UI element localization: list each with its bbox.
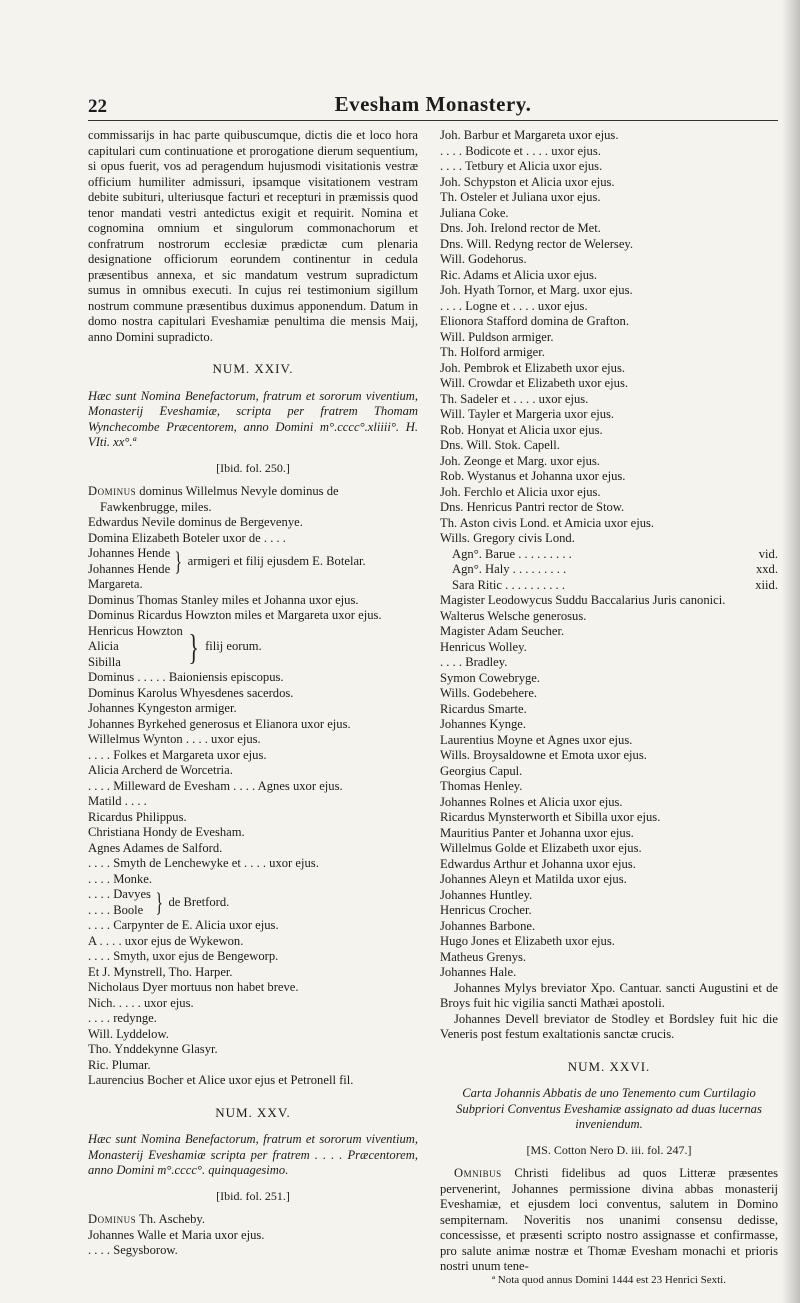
list-item: Dominus Thomas Stanley miles et Johanna uxor ejus. [88, 592, 359, 607]
list-item [88, 484, 418, 515]
list-item: Henricus Howzton [88, 623, 183, 638]
list-item: Will. Godehorus. [440, 252, 527, 266]
list-item: Joh. Pembrok et Elizabeth uxor ejus. [440, 360, 626, 375]
list-item: Juliana Coke. [440, 205, 509, 220]
list-item: Joh. Ferchlo et Alicia uxor ejus. [440, 484, 601, 499]
lead-word: Dominus [88, 1212, 137, 1226]
list-item: Johannes Walle et Maria uxor ejus. [88, 1227, 265, 1242]
amount-row [440, 547, 778, 563]
list-item: Laurentius Moyne et Agnes uxor ejus. [440, 732, 633, 747]
list-item: Johannes Kyngeston armiger. [88, 701, 237, 715]
list-item: Agnes Adames de Salford. [88, 840, 223, 855]
list-item: Johannes Rolnes et Alicia uxor ejus. [440, 794, 623, 809]
list-item: Alicia Archerd de Worcetria. [88, 763, 233, 777]
list-item: Th. Holford armiger. [440, 345, 545, 359]
right-column [440, 128, 778, 1275]
list-item: Johannes Hende [88, 546, 171, 560]
list-item: Henricus Wolley. [440, 639, 527, 654]
list-item: Joh. Schypston et Alicia uxor ejus. [440, 174, 615, 189]
charter-text-body: Christi fidelibus ad quos Litteræ præsentes pervenerint, Johannes permissione divina abbas monasterij Eveshamiæ, et ejusdem loci conventus, salutem in Domino sempiternam. Noveritis nos unanimi consensu dedisse, concessisse, et præsenti scripto nostro assignasse et confirmasse, pro salute animæ nostræ et Thomæ Evesham monachi et prioris nostri unum tene- [440, 1166, 778, 1273]
list-item: Willelmus Wynton . . . . uxor ejus. [88, 732, 261, 746]
list-item: Ric. Adams et Alicia uxor ejus. [440, 267, 598, 282]
folio-reference: [MS. Cotton Nero D. iii. fol. 247.] [526, 1142, 692, 1157]
list-item: Th. Osteler et Juliana uxor ejus. [440, 190, 601, 204]
list-item: . . . . Smyth, uxor ejus de Bengeworp. [88, 949, 279, 963]
list-item: Symon Cowebryge. [440, 670, 541, 685]
list-item: Et J. Mynstrell, Tho. Harper. [88, 964, 233, 979]
amount-row [440, 562, 778, 578]
list-item: Dns. Will. Redyng rector de Welersey. [440, 236, 634, 251]
page-edge-shadow [782, 0, 800, 1303]
list-item: Matheus Grenys. [440, 949, 527, 964]
list-item: Will. Crowdar et Elizabeth uxor ejus. [440, 376, 628, 390]
list-item: Johannes Hende [88, 561, 171, 576]
list-item: Nicholaus Dyer mortuus non habet breve. [88, 980, 299, 994]
list-item: Johannes Aleyn et Matilda uxor ejus. [440, 872, 627, 886]
list-item: Rob. Honyat et Alicia uxor ejus. [440, 422, 603, 437]
brace-names [88, 546, 170, 577]
list-item: Magister Leodowycus Suddu Baccalarius Juris canonici. [440, 593, 726, 607]
list-item: Willelmus Golde et Elizabeth uxor ejus. [440, 841, 642, 855]
list-item: Elionora Stafford domina de Grafton. [440, 314, 629, 328]
brace-icon: } [188, 626, 199, 667]
list-item: . . . . Folkes et Margareta uxor ejus. [88, 747, 267, 762]
list-item: Johannes Hale. [440, 965, 517, 979]
list-item: Matild . . . . [88, 794, 147, 808]
amount-name: Sara Ritic . . . . . . . . . . [452, 577, 565, 592]
list-item: Tho. Ynddekynne Glasyr. [88, 1042, 218, 1056]
list-item: Christiana Hondy de Evesham. [88, 825, 245, 839]
lead-word: Omnibus [454, 1166, 502, 1180]
list-item: Alicia [88, 639, 119, 653]
brace-icon: } [174, 546, 183, 576]
brace-group [88, 887, 418, 918]
lead-word: Dominus [88, 484, 137, 498]
list-item: . . . . Monke. [88, 871, 153, 886]
list-item: Johannes Barbone. [440, 918, 536, 933]
list-item: . . . . Bodicote et . . . . uxor ejus. [440, 143, 601, 158]
list-item: Joh. Zeonge et Marg. uxor ejus. [440, 453, 600, 468]
brace-icon: } [155, 887, 163, 917]
list-item: Joh. Hyath Tornor, et Marg. uxor ejus. [440, 283, 633, 297]
section-title-num-xxiv: Hæc sunt Nomina Benefactorum, fratrum et sororum viventium, Monasterij Eveshamiæ, scripta per fratrem Thomam Wynchecombe Præcentorem, anno Domini m°.cccc°.xliiii°. H. VIti. xx°.ª [88, 388, 418, 449]
list-item-text: Th. Ascheby. [139, 1212, 206, 1226]
list-item: Johannes Huntley. [440, 887, 533, 902]
brace-names [88, 624, 183, 671]
brace-note: filij eorum. [205, 639, 262, 653]
list-item: . . . . Boole [88, 902, 144, 917]
list-item: Nich. . . . . uxor ejus. [88, 995, 194, 1010]
list-item: . . . . Logne et . . . . uxor ejus. [440, 298, 588, 313]
list-item: Ricardus Mynsterworth et Sibilla uxor ejus. [440, 810, 661, 824]
list-item: Will. Tayler et Margeria uxor ejus. [440, 407, 615, 421]
list-item: Ric. Plumar. [88, 1057, 151, 1072]
list-item: Laurencius Bocher et Alice uxor ejus et Petronell fil. [88, 1073, 354, 1087]
running-title: Evesham Monastery. [334, 92, 532, 116]
list-item: Wills. Broysaldowne et Emota uxor ejus. [440, 748, 647, 762]
list-item: Georgius Capul. [440, 763, 523, 778]
list-item: Dns. Joh. Irelond rector de Met. [440, 221, 601, 235]
section-title-num-xxvi: Carta Johannis Abbatis de uno Tenemento cum Curtilagio Subpriori Conventus Eveshamiæ assignato ad duas lucernas inveniendum. [456, 1086, 762, 1131]
list-item: Dominus Ricardus Howzton miles et Margareta uxor ejus. [88, 608, 382, 622]
list-item: Walterus Welsche generosus. [440, 608, 587, 623]
amount-name: Agn°. Haly . . . . . . . . . [452, 562, 567, 576]
list-item: Dns. Will. Stok. Capell. [440, 438, 560, 452]
header-rule [88, 120, 778, 121]
list-item: Ricardus Smarte. [440, 701, 527, 716]
page-number: 22 [88, 96, 107, 117]
list-item: . . . . Tetbury et Alicia uxor ejus. [440, 159, 603, 173]
list-item: Johannes Kynge. [440, 717, 527, 731]
list-item: . . . . Davyes [88, 887, 151, 901]
list-item: Ricardus Philippus. [88, 809, 187, 824]
list-item: Rob. Wystanus et Johanna uxor ejus. [440, 469, 626, 483]
left-column [88, 128, 418, 1259]
list-item: Edwardus Nevile dominus de Bergevenye. [88, 515, 303, 529]
list-item: Margareta. [88, 577, 143, 591]
list-item: Thomas Henley. [440, 779, 523, 793]
section-heading-num-xxv: NUM. XXV. [215, 1104, 291, 1120]
list-item: Magister Adam Seucher. [440, 624, 565, 638]
body-paragraph: Johannes Devell breviator de Stodley et Bordsley fuit hic die Veneris post festum exaltationis sanctæ crucis. [440, 1011, 778, 1041]
list-item: Edwardus Arthur et Johanna uxor ejus. [440, 856, 636, 871]
amount-name: Agn°. Barue . . . . . . . . . [452, 546, 572, 561]
list-item: Will. Lyddelow. [88, 1026, 169, 1041]
amount-value: xiid. [755, 577, 778, 592]
list-item: Th. Sadeler et . . . . uxor ejus. [440, 391, 589, 406]
list-item: Wills. Godebehere. [440, 686, 538, 700]
list-item: Johannes Byrkehed generosus et Elianora uxor ejus. [88, 716, 351, 731]
list-item: Sibilla [88, 654, 121, 669]
list-item: Domina Elizabeth Boteler uxor de . . . . [88, 530, 286, 545]
brace-group [88, 624, 418, 671]
list-item: Mauritius Panter et Johanna uxor ejus. [440, 825, 634, 840]
folio-reference: [Ibid. fol. 251.] [216, 1188, 290, 1203]
list-item: Will. Puldson armiger. [440, 329, 554, 344]
amount-value: xxd. [755, 562, 778, 576]
list-item: Th. Aston civis Lond. et Amicia uxor ejus. [440, 515, 655, 530]
amount-value: vid. [758, 546, 778, 561]
list-item: Joh. Barbur et Margareta uxor ejus. [440, 128, 619, 142]
list-item: . . . . redynge. [88, 1011, 157, 1025]
charter-text [440, 1166, 778, 1275]
folio-reference: [Ibid. fol. 250.] [216, 460, 290, 475]
brace-group [88, 546, 418, 577]
list-item: Wills. Gregory civis Lond. [440, 531, 575, 545]
page-header [88, 90, 778, 120]
brace-names [88, 887, 151, 918]
list-item: Dominus Karolus Whyesdenes sacerdos. [88, 685, 294, 700]
body-paragraph: Johannes Mylys breviator Xpo. Cantuar. sancti Augustini et de Broys fuit hic vigilia sancti Mathæi apostoli. [440, 980, 778, 1010]
list-item: . . . . Carpynter de E. Alicia uxor ejus. [88, 918, 279, 932]
section-heading-num-xxvi: NUM. XXVI. [567, 1058, 651, 1074]
list-item: Dns. Henricus Pantri rector de Stow. [440, 500, 625, 514]
list-item: . . . . Milleward de Evesham . . . . Agnes uxor ejus. [88, 778, 343, 793]
list-item: . . . . Segysborow. [88, 1243, 178, 1257]
brace-note: de Bretford. [168, 894, 230, 909]
list-item: . . . . Bradley. [440, 655, 508, 669]
amount-row [440, 578, 778, 594]
list-item: Dominus . . . . . Baioniensis episcopus. [88, 670, 284, 684]
brace-note: armigeri et filij ejusdem E. Botelar. [187, 553, 366, 568]
list-item [88, 1212, 418, 1228]
footnote: ª Nota quod annus Domini 1444 est 23 Henrici Sexti. [491, 1274, 726, 1286]
list-item: . . . . Smyth de Lenchewyke et . . . . uxor ejus. [88, 856, 319, 870]
list-item-text: dominus Willelmus Nevyle dominus de Fawkenbrugge, miles. [100, 484, 339, 514]
section-heading-num-xxiv: NUM. XXIV. [212, 361, 294, 376]
section-title-num-xxv: Hæc sunt Nomina Benefactorum, fratrum et sororum viventium, Monasterij Eveshamiæ scripta per fratrem . . . . Præcentorem, anno Domini m°.cccc°. quinquagesimo. [88, 1132, 418, 1177]
list-item: Hugo Jones et Elizabeth uxor ejus. [440, 934, 615, 948]
list-item: Henricus Crocher. [440, 903, 532, 917]
list-item: A . . . . uxor ejus de Wykewon. [88, 933, 244, 948]
intro-paragraph: commissarijs in hac parte quibuscumque, dictis die et loco hora capitulari cum continuatione et prorogatione dierum sequentium, si opus fuerit, vos ad peragendum hujusmodi visitationis vestræ officium humiliter admissuri, ipsamque visitationem vestram debite subituri, ulteriusque facturi et recepturi in præmissis quod tenor mandati vestri antedictus exigit et requirit. Nomina et cognomina omnium et singulorum commonachorum et confratrum nostrorum ecclesiæ prædictæ cum plenaria designatione officiorum eorundem continentur in cedula præsentibus annexa, et sic mandatum vestrum supradictum sumus in omnibus executi. In cujus rei testimonium sigillum nostrum commune præsentibus duximus apponendum. Datum in domo nostra capitulari Eveshamiæ penultima die mensis Maij, anno Domini supradicto. [88, 128, 418, 344]
